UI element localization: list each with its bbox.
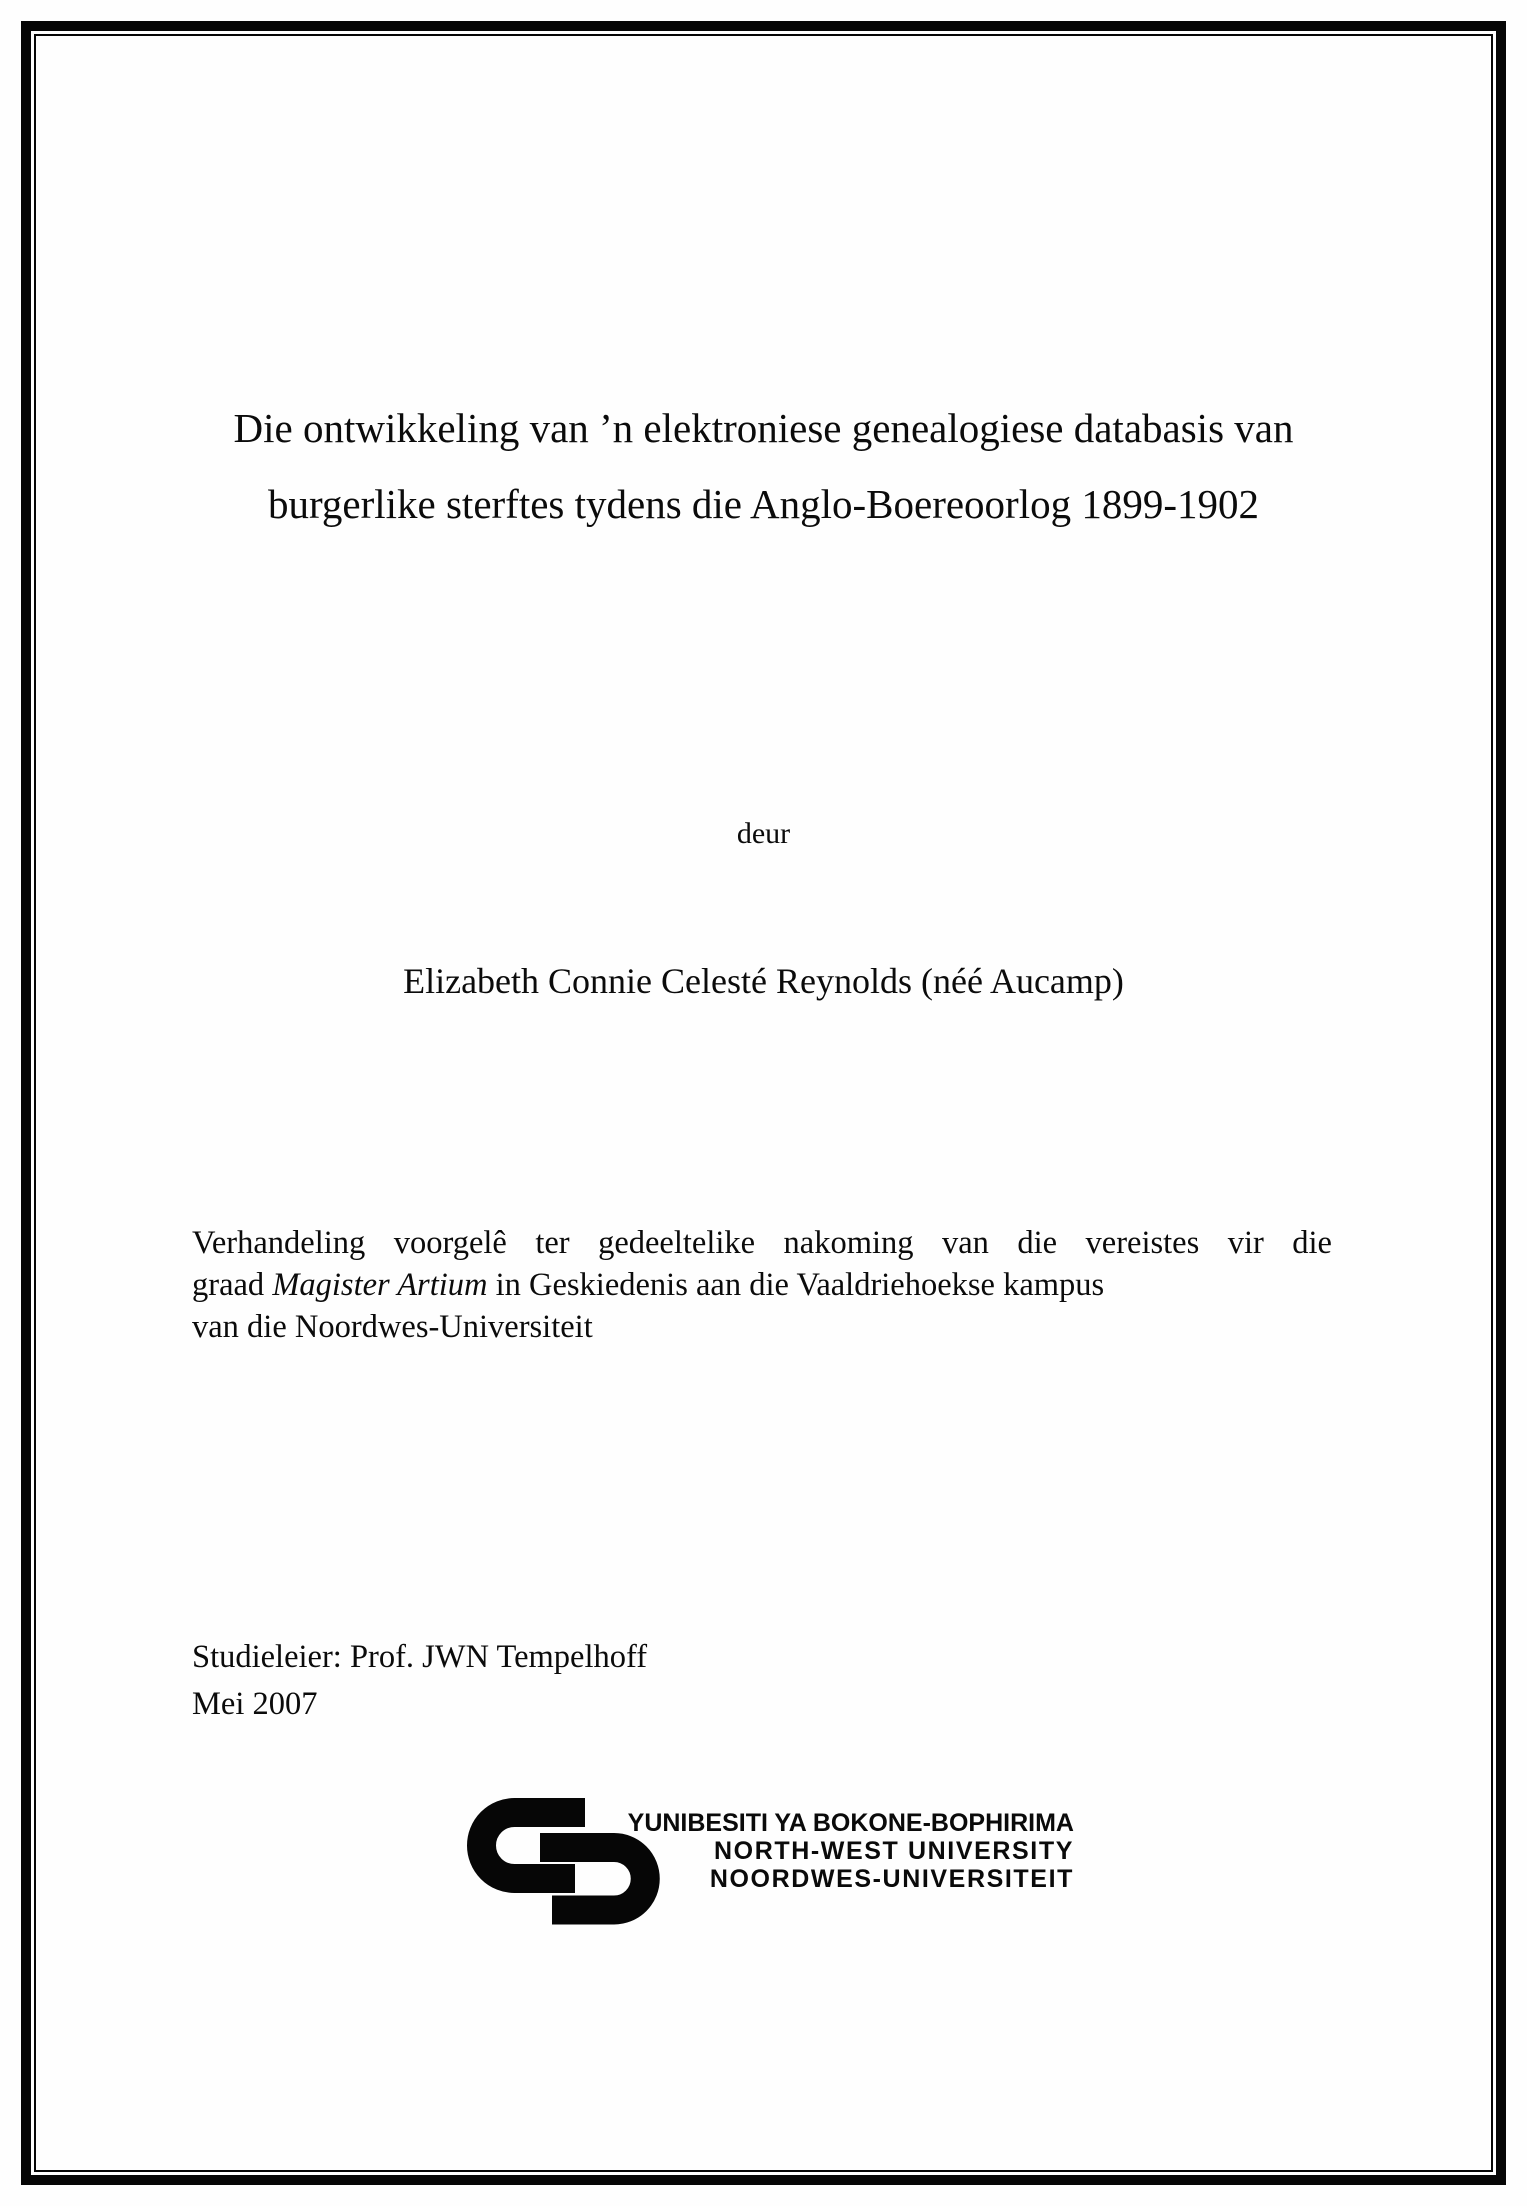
statement-line-2 — [192, 1264, 1332, 1306]
statement-line-2-post: in Geskiedenis aan die Vaaldriehoekse kampus — [487, 1267, 1105, 1303]
statement-line-3: van die Noordwes-Universiteit — [192, 1309, 593, 1345]
thesis-title-line-2: burgerlike sterftes tydens die Anglo-Boereoorlog 1899-1902 — [267, 481, 1259, 527]
degree-statement — [192, 1222, 1332, 1348]
supervisor-block — [192, 1634, 647, 1728]
thesis-title-line-1: Die ontwikkeling van ’n elektroniese genealogiese databasis van — [233, 405, 1294, 451]
statement-degree-name: Magister Artium — [272, 1267, 488, 1303]
statement-line-2-pre: graad — [192, 1267, 273, 1303]
byline-label: deur — [736, 817, 791, 850]
date-line: Mei 2007 — [192, 1686, 318, 1722]
logo-text-afrikaans: NOORDWES-UNIVERSITEIT — [709, 1865, 1074, 1893]
thesis-title — [90, 390, 1437, 542]
university-logo-text — [588, 1809, 1074, 1893]
logo-text-setswana: YUNIBESITI YA BOKONE-BOPHIRIMA — [627, 1809, 1074, 1837]
author-name: Elizabeth Connie Celesté Reynolds (néé Aucamp) — [403, 961, 1124, 1001]
logo-text-english: NORTH-WEST UNIVERSITY — [714, 1837, 1074, 1865]
statement-line-1: Verhandeling voorgelê ter gedeeltelike nakoming van die vereistes vir die — [192, 1225, 1332, 1261]
supervisor-line: Studieleier: Prof. JWN Tempelhoff — [192, 1639, 648, 1675]
